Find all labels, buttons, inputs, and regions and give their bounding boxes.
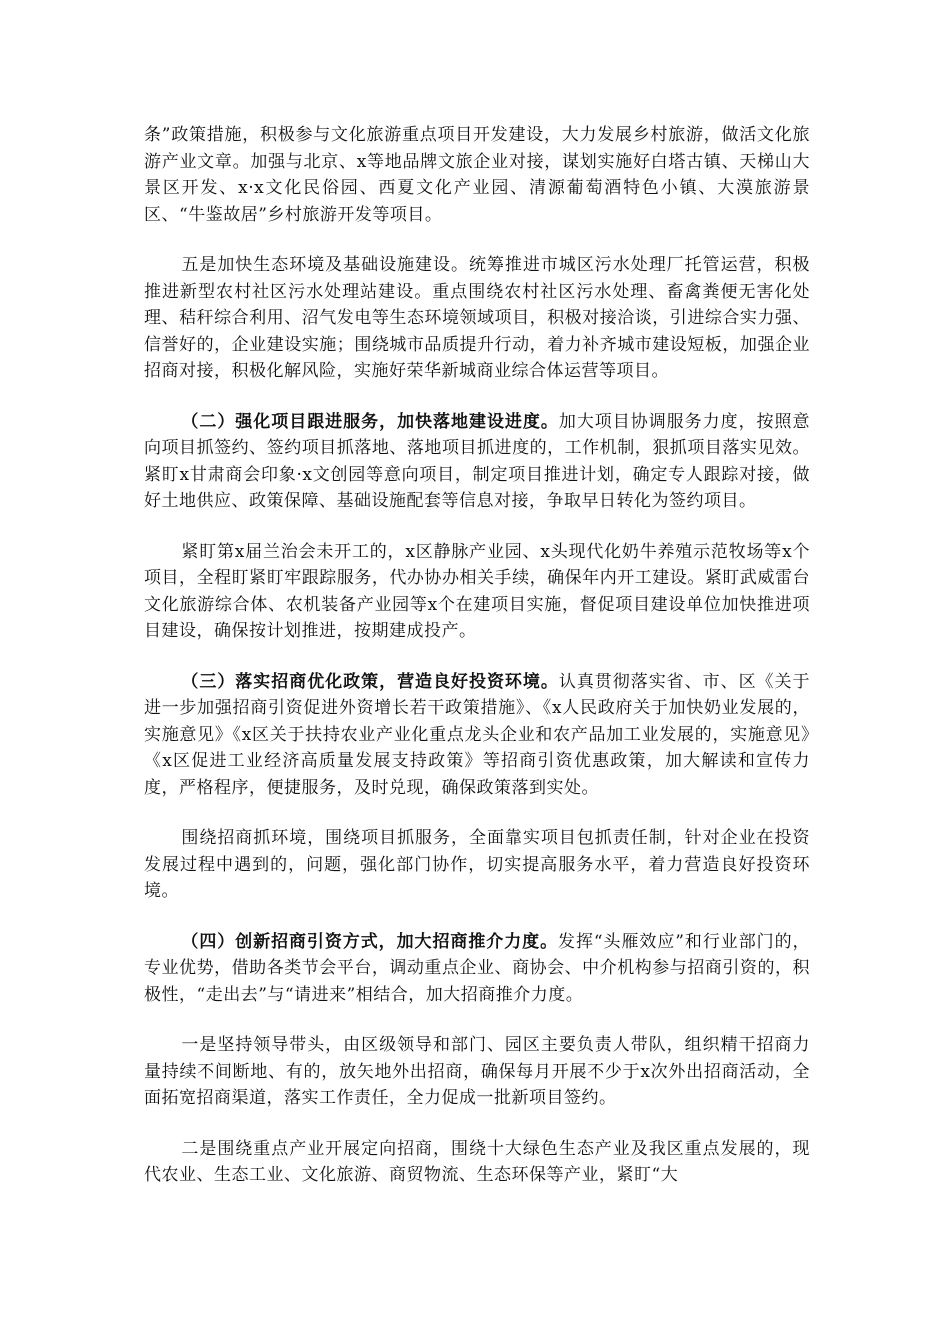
paragraph-2 [144, 252, 810, 385]
paragraph-6-text: 围绕招商抓环境，围绕项目抓服务，全面靠实项目包抓责任制，针对企业在投资发展过程中遇到的，问题，强化部门协作，切实提高服务水平，着力营造良好投资环境。 [144, 828, 810, 901]
section-heading-2: （二）强化项目跟进服务，加快落地建设进度。 [181, 411, 559, 432]
paragraph-1-text: 条”政策措施，积极参与文化旅游重点项目开发建设，大力发展乡村旅游，做活文化旅游产业文章。加强与北京、x等地品牌文旅企业对接，谋划实施好白塔古镇、天梯山大景区开发、x·x文化民俗园、西夏文化产业园、清源葡萄酒特色小镇、大漠旅游景区、“牛鉴故居”乡村旅游开发等项目。 [144, 125, 810, 225]
paragraph-4 [144, 539, 810, 645]
section-heading-4: （四）创新招商引资方式，加大招商推介力度。 [181, 931, 559, 952]
paragraph-5-text: 认真贯彻落实省、市、区《关于进一步加强招商引资促进外资增长若干政策措施》、《x人民政府关于加快奶业发展的，实施意见》《x区关于扶持农业产业化重点龙头企业和农产品加工业发展的，实施意见》《x区促进工业经济高质量发展支持政策》等招商引资优惠政策，加大解读和宣传力度，严格程序，便捷服务，及时兑现，确保政策落到实处。 [144, 671, 811, 798]
paragraph-7-text: 发挥“头雁效应”和行业部门的，专业优势，借助各类节会平台，调动重点企业、商协会、中介机构参与招商引资的，积极性，“走出去”与“请进来”相结合，加大招商推介力度。 [144, 931, 811, 1005]
paragraph-1 [144, 122, 810, 228]
paragraph-8-text: 一是坚持领导带头，由区级领导和部门、园区主要负责人带队，组织精干招商力量持续不间断地、有的，放矢地外出招商，确保每月开展不少于x次外出招商活动，全面拓宽招商渠道，落实工作责任，全力促成一批新项目签约。 [144, 1035, 810, 1108]
paragraph-3 [144, 409, 810, 515]
section-heading-3: （三）落实招商优化政策，营造良好投资环境。 [181, 671, 559, 692]
paragraph-3-text: 加大项目协调服务力度，按照意向项目抓签约、签约项目抓落地、落地项目抓进度的，工作机制，狠抓项目落实见效。紧盯x甘肃商会印象·x文创园等意向项目，制定项目推进计划，确定专人跟踪对接，做好土地供应、政策保障、基础设施配套等信息对接，争取早日转化为签约项目。 [144, 411, 811, 511]
paragraph-4-text: 紧盯第x届兰治会未开工的，x区静脉产业园、x头现代化奶牛养殖示范牧场等x个项目，全程盯紧盯牢跟踪服务，代办协办相关手续，确保年内开工建设。紧盯武威雷台文化旅游综合体、农机装备产业园等x个在建项目实施，督促项目建设单位加快推进项目建设，确保按计划推进，按期建成投产。 [144, 541, 810, 641]
paragraph-2-text: 五是加快生态环境及基础设施建设。统筹推进市城区污水处理厂托管运营，积极推进新型农村社区污水处理站建设。重点围绕农村社区污水处理、畜禽粪便无害化处理、秸秆综合利用、沼气发电等生态环境领域项目，积极对接洽谈，引进综合实力强、信誉好的，企业建设实施；围绕城市品质提升行动，着力补齐城市建设短板，加强企业招商对接，积极化解风险，实施好荣华新城商业综合体运营等项目。 [144, 255, 810, 381]
paragraph-9 [144, 1136, 810, 1189]
paragraph-6 [144, 825, 810, 905]
document-body [144, 122, 810, 1213]
paragraph-5 [144, 669, 810, 802]
paragraph-9-text: 二是围绕重点产业开展定向招商，围绕十大绿色生态产业及我区重点发展的，现代农业、生态工业、文化旅游、商贸物流、生态环保等产业，紧盯“大 [144, 1138, 810, 1185]
paragraph-7 [144, 929, 810, 1009]
paragraph-8 [144, 1032, 810, 1112]
